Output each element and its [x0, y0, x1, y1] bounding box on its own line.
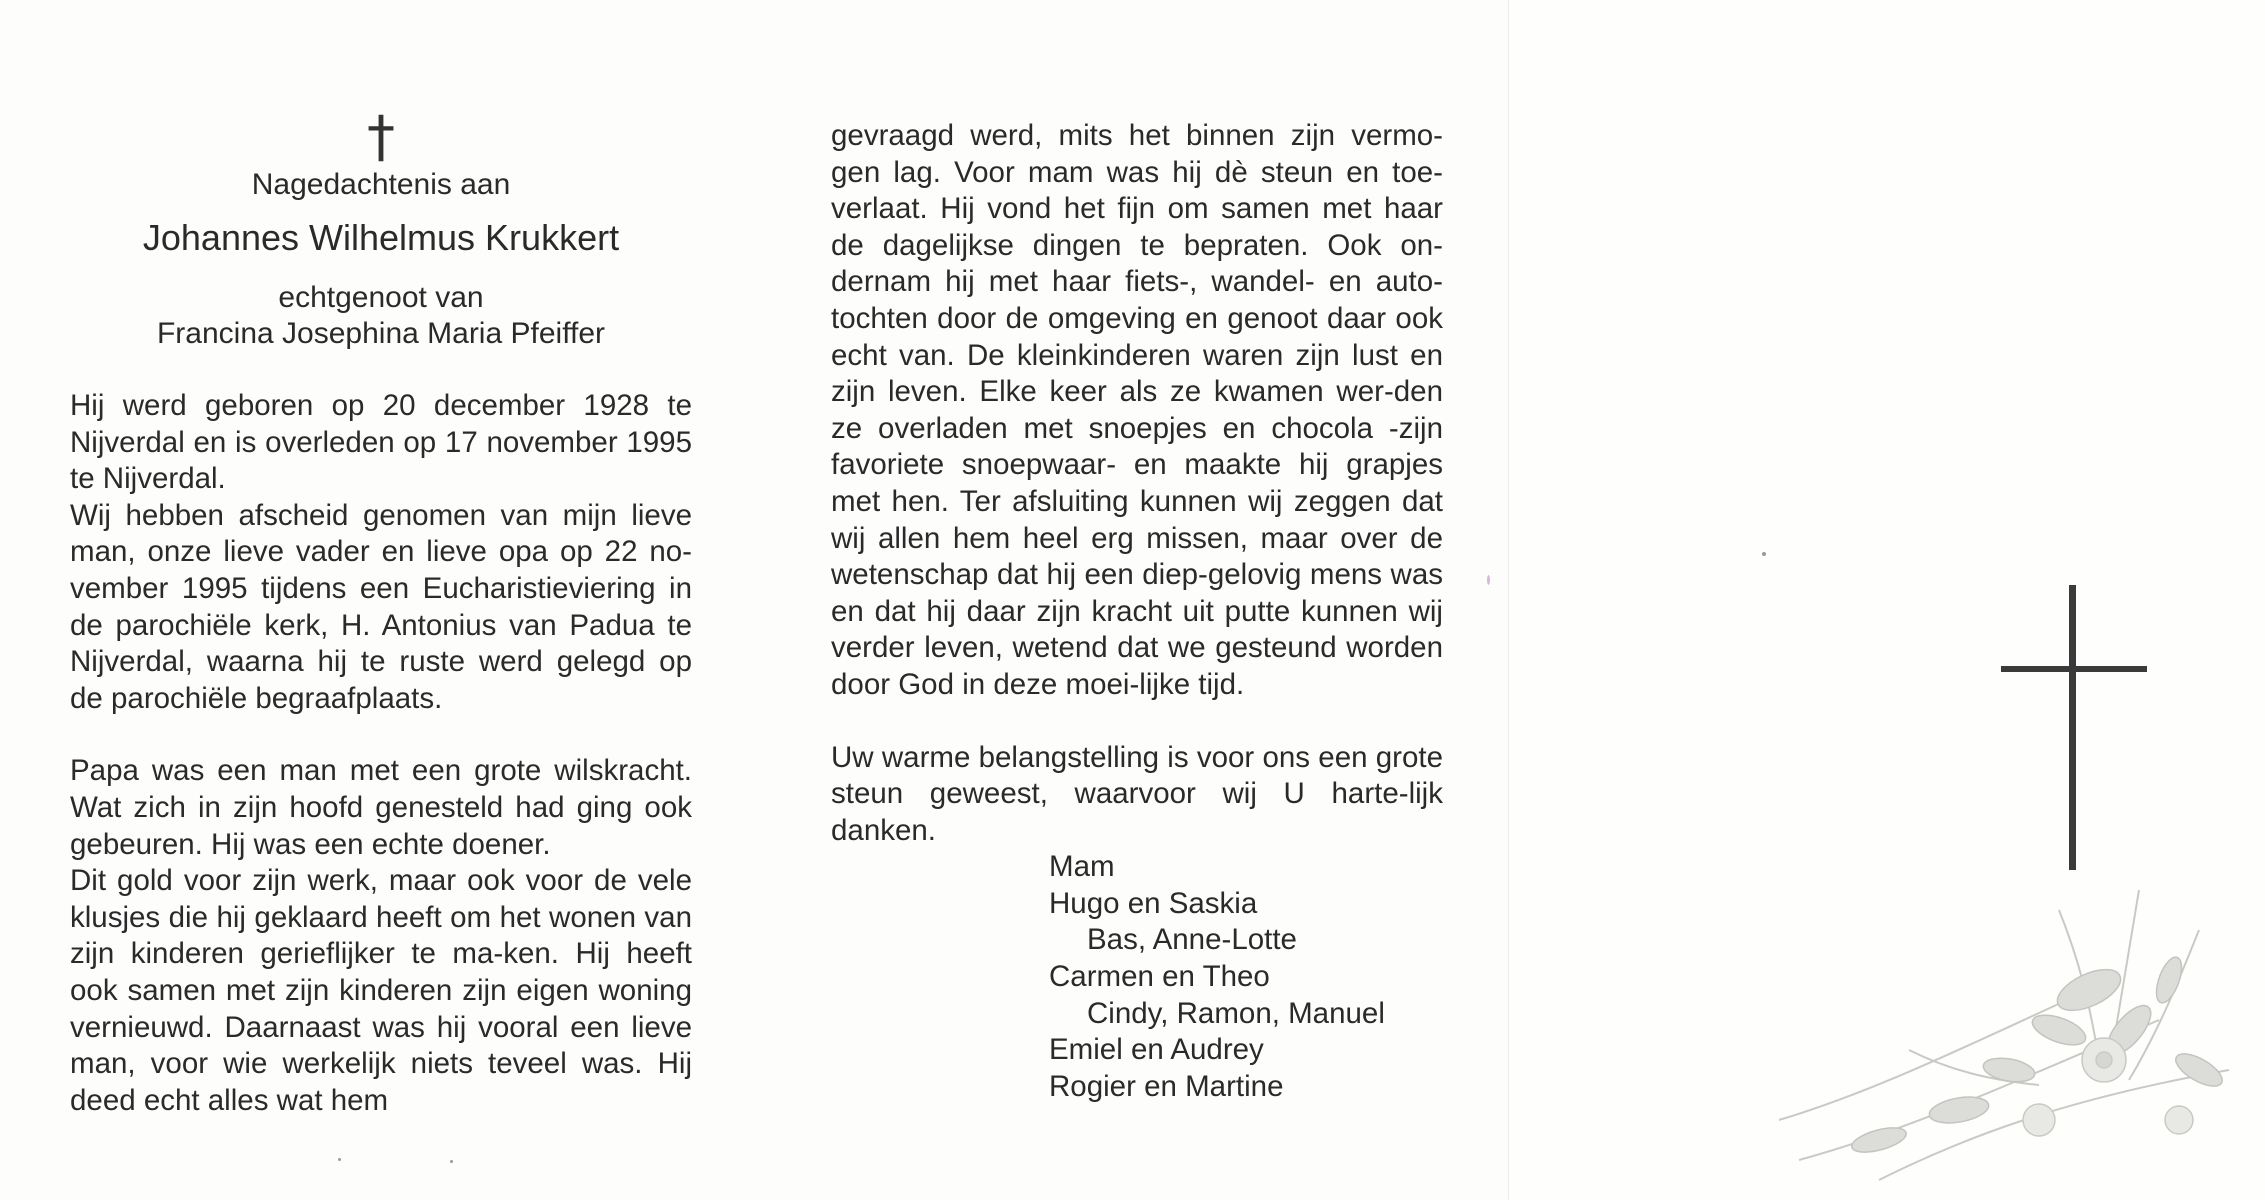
intro-text: Nagedachtenis aan — [251, 168, 511, 201]
signature-line: Emiel en Audrey — [1049, 1033, 1264, 1067]
signature-line: Carmen en Theo — [1049, 960, 1270, 994]
signature-line: Bas, Anne-Lotte — [1087, 923, 1297, 957]
character-paragraph: Papa was een man met een grote wilskracht. Wat zich in zijn hoofd genesteld had ging ook gebeuren. Hij was een echte doener. — [70, 754, 692, 861]
farewell-paragraph: Wij hebben afscheid genomen van mijn lieve man, onze lieve vader en lieve opa op 22 no-vember 1995 tijdens een Eucharistieviering in de parochiële kerk, H. Antonius van Padua te Nijverdal, waarna hij te ruste werd gelegd op de parochiële begraafplaats. — [70, 498, 692, 715]
birth-death-paragraph: Hij werd geboren op 20 december 1928 te Nijverdal en is overleden op 17 november 1995 te Nijverdal. — [70, 389, 692, 496]
middle-panel — [831, 118, 1443, 1105]
spouse-label: echtgenoot van — [278, 281, 484, 314]
work-paragraph: Dit gold voor zijn werk, maar ook voor de vele klusjes die hij geklaard heeft om het wonen van zijn kinderen gerieflijker te ma-ken. Hij heeft ook samen met zijn kinderen zijn eigen woning vernieuwd. Daarnaast was hij vooral een lieve man, voor wie werkelijk niets teveel was. Hij deed echt alles wat hem — [70, 864, 692, 1117]
signature-line: Cindy, Ramon, Manuel — [1087, 996, 1385, 1030]
cross-icon — [2001, 585, 2147, 870]
paper-mark — [1487, 575, 1490, 585]
thanks-paragraph: Uw warme belangstelling is voor ons een grote steun geweest, waarvoor wij U harte-lijk danken. — [831, 740, 1443, 847]
signatures-list — [1049, 849, 1443, 1105]
signature-line: Mam — [1049, 850, 1115, 884]
paper-speck — [338, 1158, 341, 1161]
life-paragraph: gevraagd werd, mits het binnen zijn vermo-gen lag. Voor mam was hij dè steun en toe-verlaat. Hij vond het fijn om samen met haar de dagelijkse dingen te bepraten. Ook on-dernam hij met haar fiets-, wandel- en auto-tochten door de omgeving en genoot daar ook echt van. De kleinkinderen waren zijn lust en zijn leven. Elke keer als ze kwamen wer-den ze overladen met snoepjes en chocola -zijn favoriete snoepwaar- en maakte hij grapjes met hen. Ter afsluiting kunnen wij zeggen dat wij allen hem heel erg missen, maar over de wetenschap dat hij een diep-gelovig mens was en dat hij daar zijn kracht uit putte kunnen wij verder leven, wetend dat we gesteund worden door God in deze moei-lijke tijd. — [831, 119, 1443, 701]
right-panel — [1508, 0, 2265, 1200]
signature-line: Rogier en Martine — [1049, 1069, 1284, 1103]
left-panel — [70, 105, 692, 1119]
spouse-name: Francina Josephina Maria Pfeiffer — [156, 317, 605, 350]
signature-line: Hugo en Saskia — [1049, 886, 1258, 920]
flower-illustration — [1759, 870, 2259, 1200]
paper-speck — [1762, 552, 1766, 556]
paper-speck — [450, 1160, 453, 1163]
small-cross-icon: † — [367, 105, 395, 170]
deceased-name: Johannes Wilhelmus Krukkert — [142, 217, 620, 258]
